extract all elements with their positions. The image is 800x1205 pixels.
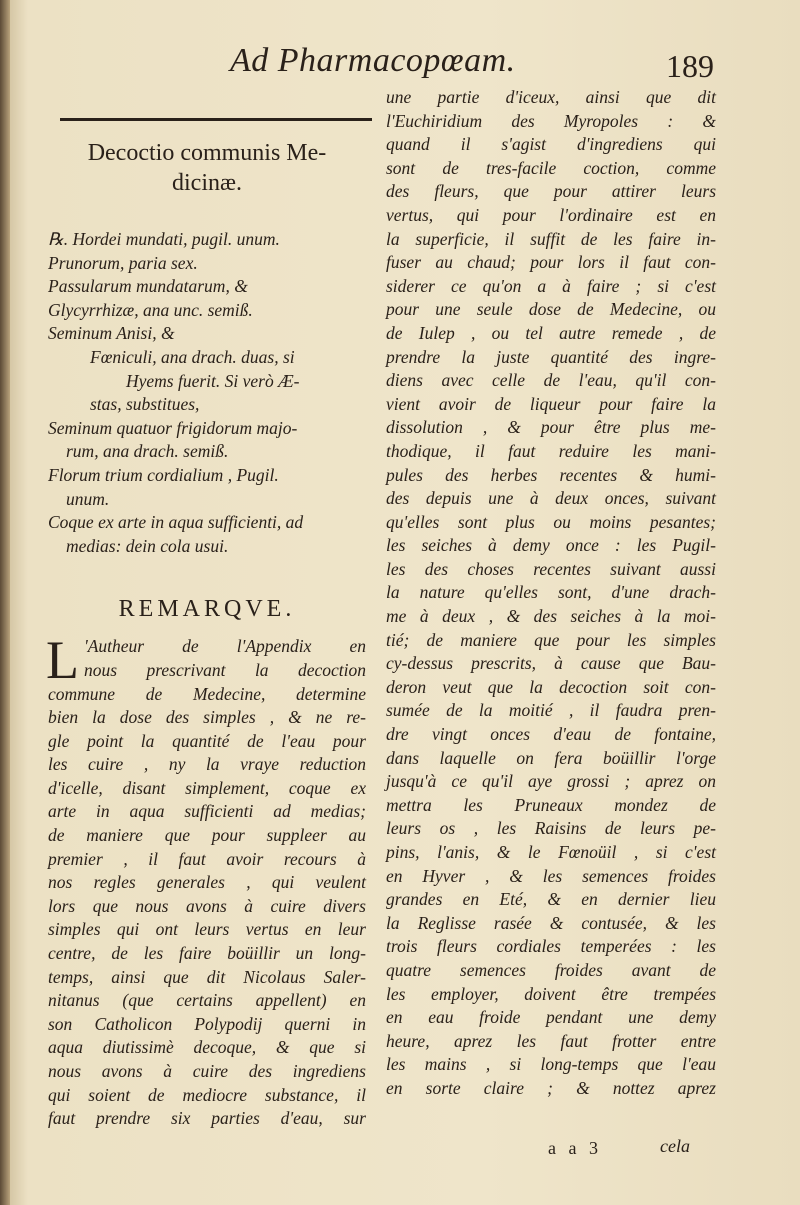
section-title (48, 138, 366, 198)
text-line: la nature qu'elles sont, d'une drach- (386, 582, 716, 603)
text-line: vertus, qui pour l'ordinaire est en (386, 204, 716, 225)
catchword: cela (660, 1136, 690, 1156)
text-line: deron veut que la decoction soit con- (386, 676, 716, 697)
right-body-text (386, 86, 716, 1101)
text-line: sont de tres-facile coction, comme (386, 157, 716, 178)
recipe-line: stas, substitues, (90, 394, 200, 415)
text-line: prendre la juste quantité des ingre- (386, 346, 716, 367)
text-line: en Hyver , & les semences froides (386, 865, 716, 886)
text-line: les mains , si long-temps que l'eau (386, 1054, 716, 1075)
text-line: arte in aqua sufficienti ad medias; (48, 801, 366, 822)
text-line: grandes en Eté, & en dernier lieu (386, 889, 716, 910)
drop-cap: L (46, 630, 79, 691)
text-line: qu'elles sont plus ou moins pesantes; (386, 511, 716, 532)
recipe-line: Fœniculi, ana drach. duas, si (90, 346, 295, 367)
text-line: en eau froide pendant une demy (386, 1007, 716, 1028)
text-line: cy-dessus prescrits, à cause que Bau- (386, 653, 716, 674)
text-line: des fleurs, que pour attirer leurs (386, 181, 716, 202)
recipe-line: Passularum mundatarum, & (48, 276, 248, 297)
recipe-line: Coque ex arte in aqua sufficienti, ad (48, 512, 304, 533)
text-line: nous prescrivant la decoction (84, 659, 366, 680)
text-line: lors que nous avons à cuire divers (48, 895, 366, 916)
text-line: les employer, doivent être trempées (386, 983, 716, 1004)
recipe-line: unum. (66, 488, 110, 509)
text-line: simples qui ont leurs vertus en leur (48, 919, 366, 940)
text-line: centre, de les faire boüillir un long- (48, 943, 366, 964)
text-line: premier , il faut avoir recours à (48, 848, 366, 869)
text-line: commune de Medecine, determine (48, 683, 366, 704)
text-line: aqua diutissimè decoque, & que si (48, 1037, 366, 1058)
text-line: gle point la quantité de l'eau pour (48, 730, 366, 751)
text-line: 'Autheur de l'Appendix en (84, 636, 366, 657)
text-line: dans laquelle on fera boüillir l'orge (386, 747, 716, 768)
text-line: en sorte claire ; & nottez aprez (386, 1077, 716, 1098)
text-line: les seiches à demy once : les Pugil- (386, 535, 716, 556)
signature-mark: a a 3 (548, 1138, 602, 1158)
page-number: 189 (666, 48, 714, 84)
text-line: pules des herbes recentes & humi- (386, 464, 716, 485)
header-rule (60, 118, 372, 121)
left-column (48, 132, 366, 1131)
recipe-line: Seminum quatuor frigidorum majo- (48, 417, 298, 438)
text-line: la superficie, il suffit de les faire in- (386, 228, 716, 249)
text-line: l'Euchiridium des Myropoles : & (386, 110, 716, 131)
text-line: jusqu'à ce qu'il aye grossi ; aprez on (386, 771, 716, 792)
text-line: son Catholicon Polypodij querni in (48, 1013, 366, 1034)
recipe-line: Glycyrrhizæ, ana unc. semiß. (48, 299, 253, 320)
recipe-line: Prunorum, paria sex. (48, 252, 198, 273)
text-line: les cuire , ny la vraye reduction (48, 754, 366, 775)
recipe-line: medias: dein cola usui. (66, 535, 229, 556)
text-line: thodique, il faut reduire les mani- (386, 440, 716, 461)
text-line: nos regles generales , qui veulent (48, 872, 366, 893)
text-line: heure, aprez les faut frotter entre (386, 1030, 716, 1051)
text-line: sumée de la moitié , il faudra pren- (386, 700, 716, 721)
recipe-line: Florum trium cordialium , Pugil. (48, 464, 279, 485)
recipe-block (48, 228, 366, 558)
book-spine-shadow (0, 0, 10, 1205)
text-line: pins, l'anis, & le Fœnoüil , si c'est (386, 842, 716, 862)
recipe-line: rum, ana drach. semiß. (66, 441, 229, 462)
text-line: quatre semences froides avant de (386, 959, 716, 980)
text-line: mettra les Pruneaux mondez de (386, 794, 716, 815)
left-body-text (46, 630, 366, 1130)
remarque-heading: REMARQVE. (118, 596, 296, 623)
text-line: nous avons à cuire des ingrediens (48, 1061, 366, 1081)
text-line: temps, ainsi que dit Nicolaus Saler- (48, 966, 366, 987)
text-line: une partie d'iceux, ainsi que dit (386, 87, 716, 107)
section-title-line: Decoctio communis Me- (87, 140, 327, 166)
text-line: fuser au chaud; pour lors il faut con- (386, 252, 716, 273)
text-line: trois fleurs cordiales temperées : les (386, 936, 716, 957)
text-line: diens avec celle de l'eau, qu'il con- (386, 370, 716, 391)
text-line: dissolution , & pour être plus me- (386, 417, 716, 438)
text-line: de maniere que pour suppleer au (48, 825, 366, 846)
text-line: la Reglisse rasée & contusée, & les (386, 912, 716, 933)
text-line: pour une seule dose de Medecine, ou (386, 299, 716, 320)
text-line: nitanus (que certains appellent) en (48, 990, 366, 1011)
text-line: me à deux , & des seiches à la moi- (386, 606, 716, 627)
text-line: tié; de maniere que pour les simples (386, 629, 716, 650)
text-line: siderer ce qu'on a à faire ; si c'est (386, 275, 716, 296)
running-head: Ad Pharmacopœam. (230, 42, 516, 79)
text-line: les des choses recentes suivant aussi (386, 558, 716, 579)
text-line: leurs os , les Raisins de leurs pe- (386, 818, 716, 839)
text-line: faut prendre six parties d'eau, sur (48, 1108, 366, 1129)
text-line: dre vingt onces d'eau de fontaine, (386, 724, 716, 745)
text-line: vient avoir de liqueur pour faire la (386, 393, 716, 414)
text-line: quand il s'agist d'ingrediens qui (386, 134, 716, 155)
text-line: des depuis une à deux onces, suivant (386, 488, 716, 509)
text-line: bien la dose des simples , & ne re- (48, 707, 366, 728)
text-line: d'icelle, disant simplement, coque ex (48, 777, 366, 798)
text-line: de Iulep , ou tel autre remede , de (386, 322, 716, 343)
text-line: qui soient de mediocre substance, il (48, 1084, 366, 1105)
recipe-line: Hyems fuerit. Si verò Æ- (126, 370, 300, 391)
right-column (386, 86, 716, 1101)
recipe-line: Seminum Anisi, & (48, 323, 175, 344)
recipe-line: ℞. Hordei mundati, pugil. unum. (48, 229, 280, 249)
section-title-line: dicinæ. (172, 170, 242, 196)
